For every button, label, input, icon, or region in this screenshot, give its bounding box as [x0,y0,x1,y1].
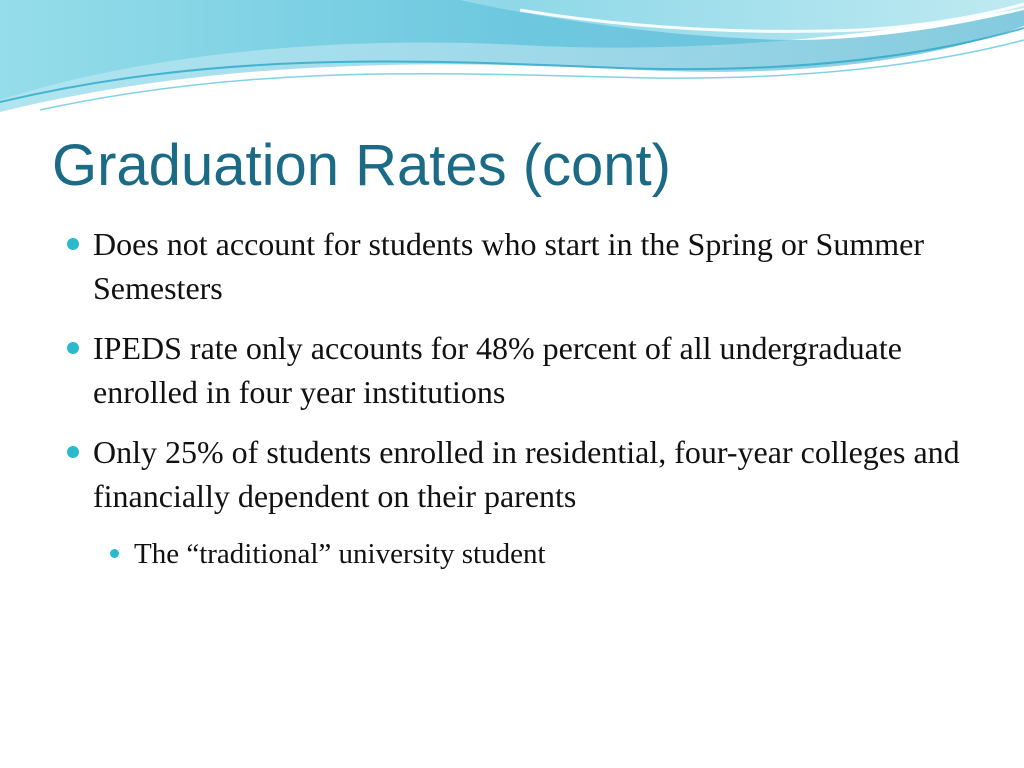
bullet-text: Does not account for students who start in the Spring or Summer Semesters [93,226,924,306]
dot-bullet-icon [67,342,79,354]
sub-bullet-item [60,534,980,574]
dot-bullet-icon [67,446,79,458]
bullet-item [60,222,980,310]
bullet-item [60,326,980,414]
sub-bullet-text: The “traditional” university student [134,538,546,570]
dot-bullet-icon [110,549,119,558]
bullet-list [60,222,980,574]
dot-bullet-icon [67,238,79,250]
bullet-item [60,430,980,518]
bullet-text: Only 25% of students enrolled in residential, four-year colleges and financially dependent on their parents [93,434,960,514]
slide-title: Graduation Rates (cont) [52,133,671,198]
header-wave-decoration [0,0,1024,120]
bullet-text: IPEDS rate only accounts for 48% percent of all undergraduate enrolled in four year institutions [93,330,902,410]
